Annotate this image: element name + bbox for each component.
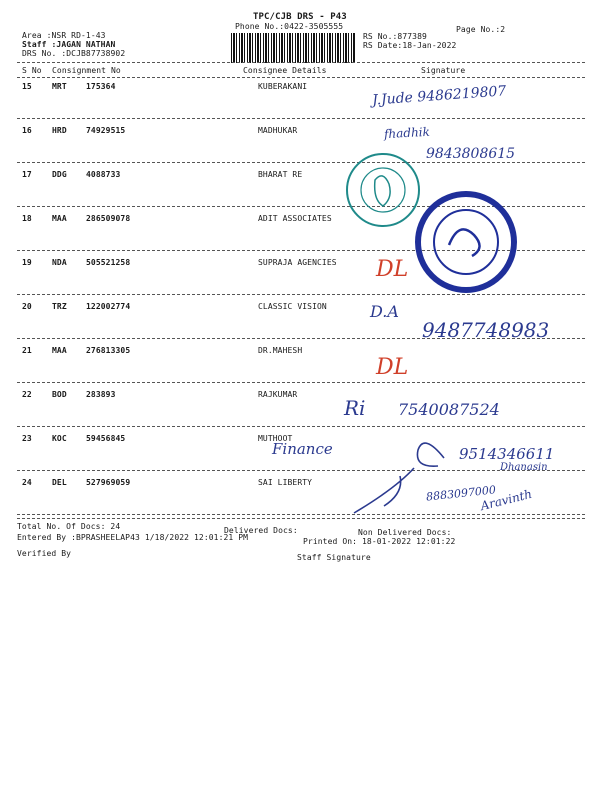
total-docs: Total No. Of Docs: 24 bbox=[17, 522, 121, 531]
delivered-docs: Delivered Docs: bbox=[224, 526, 298, 535]
signature-row-16: fhadhik bbox=[383, 124, 431, 142]
row-sno: 17 bbox=[22, 170, 32, 179]
row-consignment-number: 505521258 bbox=[86, 258, 131, 267]
staff-name: Staff :JAGAN NATHAN bbox=[22, 40, 116, 49]
row-consignee: ADIT ASSOCIATES bbox=[258, 214, 332, 223]
col-sno: S No bbox=[22, 66, 42, 75]
row-divider bbox=[17, 514, 585, 515]
row-divider bbox=[17, 162, 585, 163]
row-consignment-number: 283893 bbox=[86, 390, 116, 399]
row-consignment-code: BOD bbox=[52, 390, 67, 399]
phone-row-20: 9487748983 bbox=[422, 318, 550, 342]
header-divider-bottom bbox=[17, 77, 585, 78]
footer-divider bbox=[17, 518, 585, 519]
row-divider bbox=[17, 118, 585, 119]
row-consignee: KUBERAKANI bbox=[258, 82, 308, 91]
row-consignment-code: HRD bbox=[52, 126, 67, 135]
signature-scribble-row-23-24 bbox=[344, 428, 454, 518]
row-divider bbox=[17, 382, 585, 383]
row-sno: 16 bbox=[22, 126, 32, 135]
row-consignment-code: DDG bbox=[52, 170, 67, 179]
col-consignee: Consignee Details bbox=[243, 66, 327, 75]
row-sno: 18 bbox=[22, 214, 32, 223]
page-number: Page No.:2 bbox=[456, 25, 506, 34]
row-consignment-number: 122002774 bbox=[86, 302, 131, 311]
row-consignment-code: KOC bbox=[52, 434, 67, 443]
signature-row-15: J.Jude 9486219807 bbox=[371, 83, 507, 109]
row-sno: 19 bbox=[22, 258, 32, 267]
name-row-23: Dhanasin bbox=[500, 462, 548, 473]
phone-row-22: 7540087524 bbox=[398, 400, 500, 419]
col-signature: Signature bbox=[421, 66, 466, 75]
row-consignment-number: 527969059 bbox=[86, 478, 131, 487]
phone-row-24: 8883097000 bbox=[425, 483, 497, 504]
row-consignment-number: 74929515 bbox=[86, 126, 126, 135]
row-consignee: SAI LIBERTY bbox=[258, 478, 313, 487]
col-consignment: Consignment No bbox=[52, 66, 121, 75]
row-sno: 20 bbox=[22, 302, 32, 311]
signature-row-20: D.A bbox=[370, 302, 399, 321]
row-consignment-code: MAA bbox=[52, 214, 67, 223]
row-consignee: MADHUKAR bbox=[258, 126, 298, 135]
row-sno: 22 bbox=[22, 390, 32, 399]
row-consignment-code: MRT bbox=[52, 82, 67, 91]
mark-row-19: DL bbox=[376, 257, 409, 282]
row-consignment-number: 286509078 bbox=[86, 214, 131, 223]
rs-number: RS No.:877389 bbox=[363, 32, 427, 41]
printed-on: Printed On: 18-01-2022 12:01:22 bbox=[303, 537, 456, 546]
header-divider-top bbox=[17, 62, 585, 63]
row-sno: 21 bbox=[22, 346, 32, 355]
row-consignment-number: 175364 bbox=[86, 82, 116, 91]
barcode bbox=[231, 33, 355, 63]
row-consignment-number: 59456845 bbox=[86, 434, 126, 443]
row-consignment-number: 276813305 bbox=[86, 346, 131, 355]
document-title: TPC/CJB DRS - P43 bbox=[253, 12, 347, 22]
phone-row-23: 9514346611 bbox=[459, 445, 555, 463]
entered-by: Entered By :BPRASHEELAP43 1/18/2022 12:01:21 PM bbox=[17, 533, 249, 542]
row-divider bbox=[17, 294, 585, 295]
rs-date: RS Date:18-Jan-2022 bbox=[363, 41, 457, 50]
drs-number: DRS No. :DCJB87738902 bbox=[22, 49, 126, 58]
row-consignee: CLASSIC VISION bbox=[258, 302, 327, 311]
row-consignee: DR.MAHESH bbox=[258, 346, 303, 355]
bharat-stamp bbox=[343, 150, 423, 230]
row-consignment-code: TRZ bbox=[52, 302, 67, 311]
staff-signature: Staff Signature bbox=[297, 553, 371, 562]
adit-associates-stamp bbox=[414, 190, 518, 294]
row-consignment-code: DEL bbox=[52, 478, 67, 487]
row-consignee: BHARAT RE bbox=[258, 170, 303, 179]
row-sno: 23 bbox=[22, 434, 32, 443]
signature-row-22: Ri bbox=[344, 396, 366, 420]
area-label: Area :NSR RD-1-43 bbox=[22, 31, 106, 40]
note-row-23: Finance bbox=[272, 440, 333, 458]
row-consignment-number: 4088733 bbox=[86, 170, 121, 179]
mark-row-21: DL bbox=[376, 355, 409, 380]
row-consignment-code: NDA bbox=[52, 258, 67, 267]
row-consignment-code: MAA bbox=[52, 346, 67, 355]
non-delivered-docs: Non Delivered Docs: bbox=[358, 528, 452, 537]
row-sno: 24 bbox=[22, 478, 32, 487]
name-row-24: Aravinth bbox=[479, 486, 534, 514]
phone-row-16: 9843808615 bbox=[426, 146, 516, 162]
row-sno: 15 bbox=[22, 82, 32, 91]
row-consignee: RAJKUMAR bbox=[258, 390, 298, 399]
row-consignee: MUTHOOT bbox=[258, 434, 293, 443]
verified-by: Verified By bbox=[17, 549, 72, 558]
phone-number: Phone No.:0422-3505555 bbox=[235, 22, 344, 31]
row-divider bbox=[17, 426, 585, 427]
row-consignee: SUPRAJA AGENCIES bbox=[258, 258, 337, 267]
